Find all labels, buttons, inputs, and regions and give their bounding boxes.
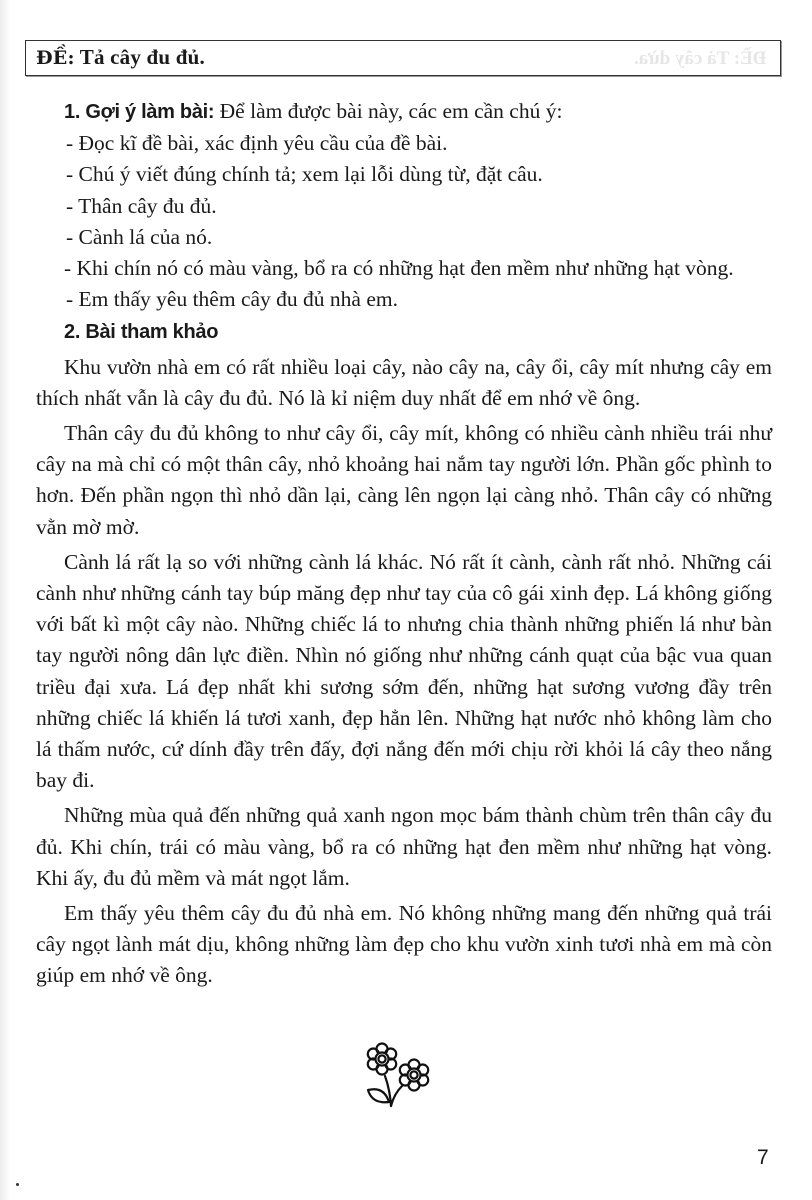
hint-item: - Cành lá của nó. <box>66 224 213 249</box>
section1-header <box>36 96 772 128</box>
essay-paragraph: Những mùa quả đến những quả xanh ngon mọc bám thành chùm trên thân cây đu đủ. Khi chín, trái có màu vàng, bổ ra có những hạt đen mềm như những hạt vòng. Khi ấy, đu đủ mềm và mát ngọt lắm. <box>36 803 772 890</box>
essay-paragraph: Khu vườn nhà em có rất nhiều loại cây, nào cây na, cây ổi, cây mít nhưng cây em thích nhất vẫn là cây đu đủ. Nó là kỉ niệm duy nhất để em nhớ về ông. <box>36 354 772 410</box>
title-topic: Tả cây đu đủ. <box>74 45 205 69</box>
section2-heading: 2. Bài tham khảo <box>64 321 219 344</box>
title-box <box>25 40 781 76</box>
print-speck <box>16 1183 19 1186</box>
essay-paragraph: Cành lá rất lạ so với những cành lá khác. Nó rất ít cành, cành rất nhỏ. Những cái cành như những cánh tay búp măng đẹp như tay của cô gái xinh đẹp. Lá không giống với bất kì một cây nào. Những chiếc lá to nhưng chia thành những phiến lá như bàn tay người nông dân lực điền. Nhìn nó giống như những cánh quạt của bậc vua quan triều đại xưa. Lá đẹp nhất khi sương sớm đến, những hạt sương vương đầy trên những chiếc lá khiến lá tươi xanh, đẹp hẳn lên. Những hạt nước nhỏ không làm cho lá thấm nước, cứ dính đầy trên đấy, đợi nắng đến mới chịu rời khỏi lá cây theo nắng bay đi. <box>36 549 772 793</box>
title-label: ĐỀ: <box>36 47 75 69</box>
hint-item: - Đọc kĩ đề bài, xác định yêu cầu của đề bài. <box>66 131 448 156</box>
section1-heading: 1. Gợi ý làm bài: <box>64 101 215 123</box>
page-content <box>36 96 772 992</box>
hint-item: - Em thấy yêu thêm cây đu đủ nhà em. <box>66 287 398 312</box>
section2-header <box>36 316 772 348</box>
essay-paragraph: Em thấy yêu thêm cây đu đủ nhà em. Nó không những mang đến những quả trái cây ngọt lành mát dịu, không những làm đẹp cho khu vườn xinh tươi nhà em mà còn giúp em nhớ về ông. <box>36 901 772 988</box>
section1-intro: Để làm được bài này, các em cần chú ý: <box>214 99 563 123</box>
essay-paragraph: Thân cây đu đủ không to như cây ổi, cây mít, không có nhiều cành nhiều trái như cây na mà chỉ có một thân cây, nhỏ khoảng hai nắm tay người lớn. Phần gốc phình to hơn. Đến phần ngọn thì nhỏ dần lại, càng lên ngọn lại càng nhỏ. Thân cây có những vằn mờ mờ. <box>36 421 772 539</box>
page-number: 7 <box>757 1146 769 1169</box>
hint-item: - Khi chín nó có màu vàng, bổ ra có những hạt đen mềm như những hạt vòng. <box>64 256 734 281</box>
hint-item: - Thân cây đu đủ. <box>66 193 217 218</box>
hint-item: - Chú ý viết đúng chính tả; xem lại lỗi dùng từ, đặt câu. <box>66 162 543 187</box>
page-title <box>36 45 205 70</box>
bleed-through-text: ĐỀ: Tả cây dừa. <box>633 48 766 69</box>
page-edge-shadow <box>0 0 10 1200</box>
flower-icon <box>358 1042 444 1110</box>
